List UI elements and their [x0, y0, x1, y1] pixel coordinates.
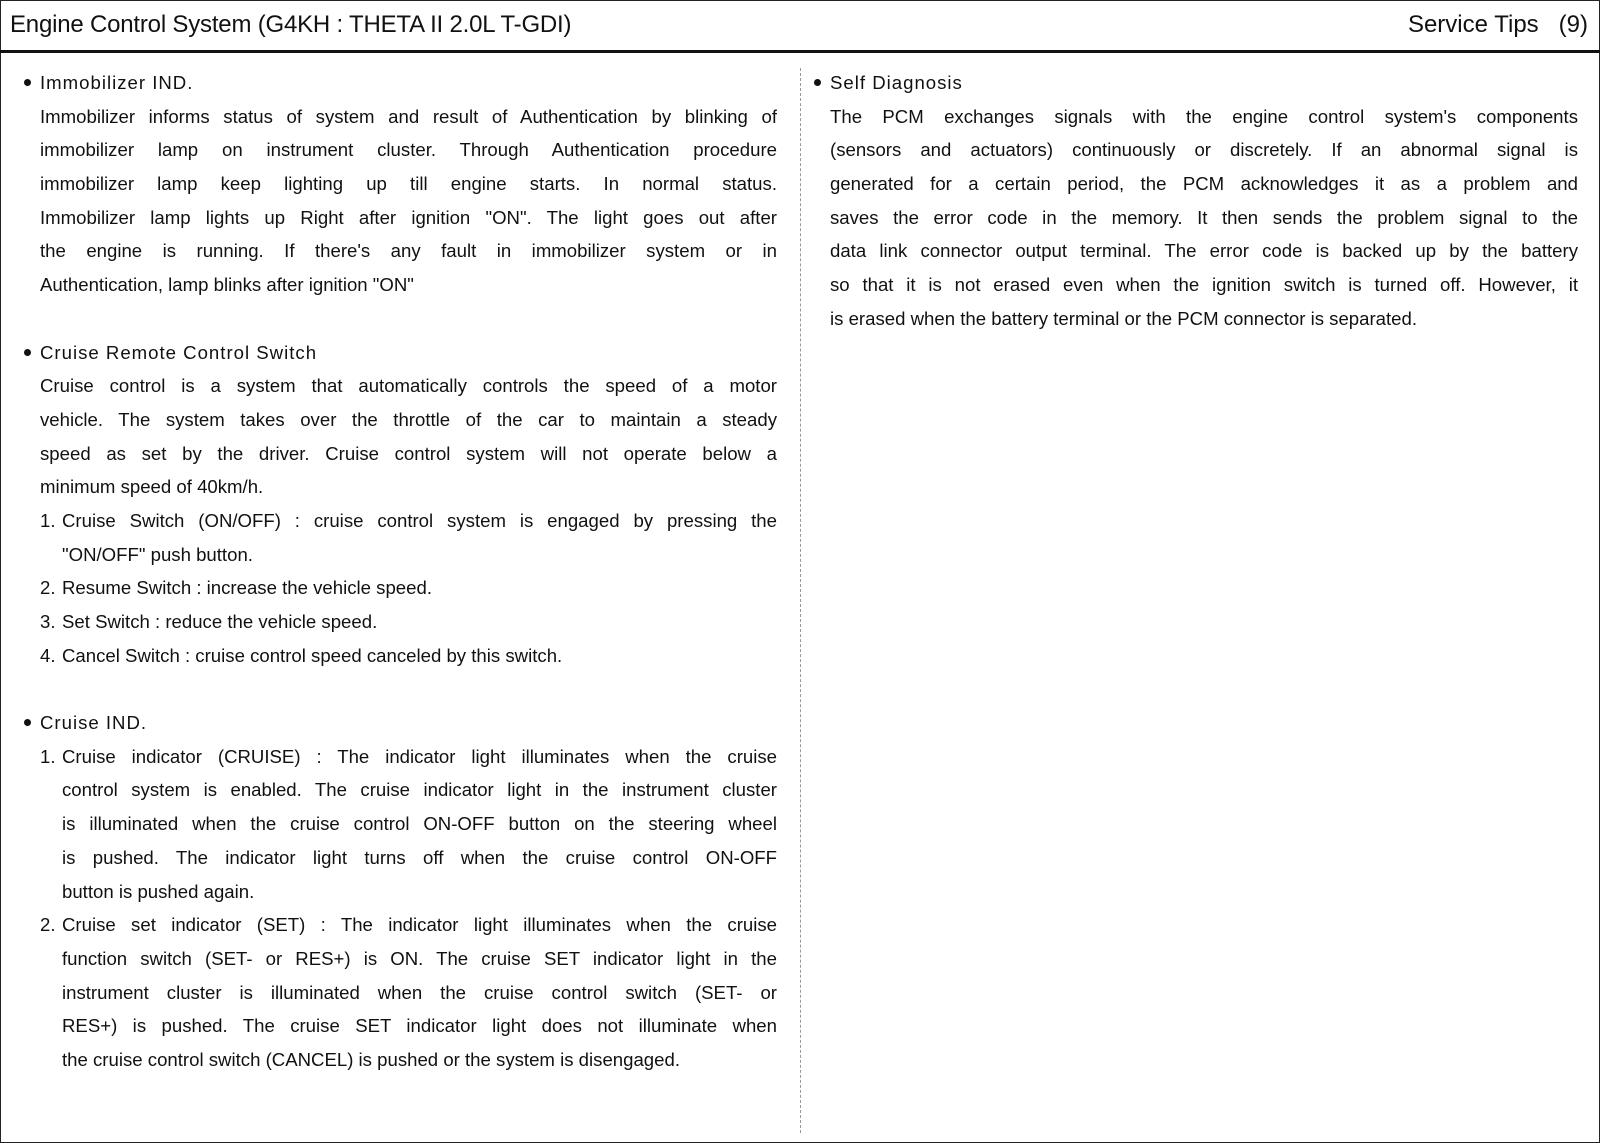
paragraph-line: saves the error code in the memory. It then sends the problem signal to the: [830, 206, 1578, 228]
paragraph-line: immobilizer lamp on instrument cluster. Through Authentication procedure: [40, 139, 777, 161]
paragraph-line: speed as set by the driver. Cruise control system will not operate below a: [40, 442, 777, 464]
page-title: Engine Control System (G4KH : THETA II 2.0L T-GDI): [10, 11, 572, 38]
paragraph-line: is erased when the battery terminal or the PCM connector is separated.: [830, 307, 1418, 329]
section-heading-text: Cruise Remote Control Switch: [40, 341, 318, 363]
section-heading: [812, 66, 1578, 100]
list-item-number: 1.: [40, 745, 56, 767]
list-item: [22, 605, 777, 639]
column-divider: [800, 68, 801, 1133]
paragraph-line: minimum speed of 40km/h.: [40, 476, 264, 498]
paragraph-line: immobilizer lamp keep lighting up till engine starts. In normal status.: [40, 173, 777, 195]
list-item-number: 3.: [40, 611, 56, 633]
list-item: [22, 639, 777, 673]
list-item-line: the cruise control switch (CANCEL) is pushed or the system is disengaged.: [62, 1048, 680, 1070]
bullet-icon: [24, 719, 31, 726]
paragraph-line: Authentication, lamp blinks after ignition "ON": [40, 274, 414, 296]
bullet-icon: [24, 79, 31, 86]
list-item-line: "ON/OFF" push button.: [62, 543, 253, 565]
paragraph-line: Immobilizer lamp lights up Right after ignition "ON". The light goes out after: [40, 206, 777, 228]
list-item-line: Cruise indicator (CRUISE) : The indicator light illuminates when the cruise: [62, 745, 777, 767]
list-item: [22, 571, 777, 605]
list-item-line: function switch (SET- or RES+) is ON. The cruise SET indicator light in the: [62, 947, 777, 969]
section-spacer: [22, 672, 777, 706]
section-heading-text: Self Diagnosis: [830, 72, 963, 93]
list-item-line: RES+) is pushed. The cruise SET indicator light does not illuminate when: [62, 1015, 777, 1037]
section-spacer: [22, 302, 777, 336]
right-column: [812, 66, 1578, 336]
list-item-line: Set Switch : reduce the vehicle speed.: [62, 611, 378, 633]
paragraph-line: Immobilizer informs status of system and result of Authentication by blinking of: [40, 105, 777, 127]
list-item-line: is illuminated when the cruise control ON-OFF button on the steering wheel: [62, 813, 777, 835]
list-item-number: 2.: [40, 577, 56, 599]
list-item-line: is pushed. The indicator light turns off when the cruise control ON-OFF: [62, 846, 777, 868]
section-heading-text: Immobilizer IND.: [40, 72, 194, 93]
list-item: [22, 504, 777, 571]
bullet-icon: [814, 79, 821, 86]
bullet-icon: [24, 349, 31, 356]
list-item: [22, 740, 777, 908]
list-item-number: 4.: [40, 644, 56, 666]
list-item-number: 1.: [40, 509, 56, 531]
list-item-line: control system is enabled. The cruise indicator light in the instrument cluster: [62, 779, 777, 801]
list-item: [22, 908, 777, 1076]
paragraph-line: the engine is running. If there's any fault in immobilizer system or in: [40, 240, 777, 262]
paragraph-line: vehicle. The system takes over the throttle of the car to maintain a steady: [40, 408, 777, 430]
section-label: Service Tips (9): [1407, 11, 1588, 38]
paragraph-line: (sensors and actuators) continuously or discretely. If an abnormal signal is: [830, 139, 1578, 161]
paragraph-line: data link connector output terminal. The error code is backed up by the battery: [830, 240, 1578, 262]
paragraph-line: generated for a certain period, the PCM acknowledges it as a problem and: [830, 173, 1578, 195]
section-heading: [22, 66, 777, 100]
list-item-number: 2.: [40, 914, 56, 936]
paragraph-line: so that it is not erased even when the ignition switch is turned off. However, it: [830, 274, 1578, 296]
paragraph-line: Cruise control is a system that automatically controls the speed of a motor: [40, 375, 777, 397]
left-column: [22, 66, 777, 1077]
section-heading: [22, 336, 777, 370]
section-heading-text: Cruise IND.: [40, 712, 148, 734]
list-item-line: instrument cluster is illuminated when the cruise control switch (SET- or: [62, 981, 777, 1003]
list-item-line: Resume Switch : increase the vehicle speed.: [62, 577, 432, 599]
paragraph-line: The PCM exchanges signals with the engine control system's components: [830, 105, 1578, 127]
section-heading: [22, 706, 777, 740]
list-item-line: button is pushed again.: [62, 880, 255, 902]
page-header: [0, 0, 1600, 53]
list-item-line: Cruise Switch (ON/OFF) : cruise control system is engaged by pressing the: [62, 509, 777, 531]
list-item-line: Cancel Switch : cruise control speed canceled by this switch.: [62, 644, 563, 666]
list-item-line: Cruise set indicator (SET) : The indicator light illuminates when the cruise: [62, 914, 777, 936]
